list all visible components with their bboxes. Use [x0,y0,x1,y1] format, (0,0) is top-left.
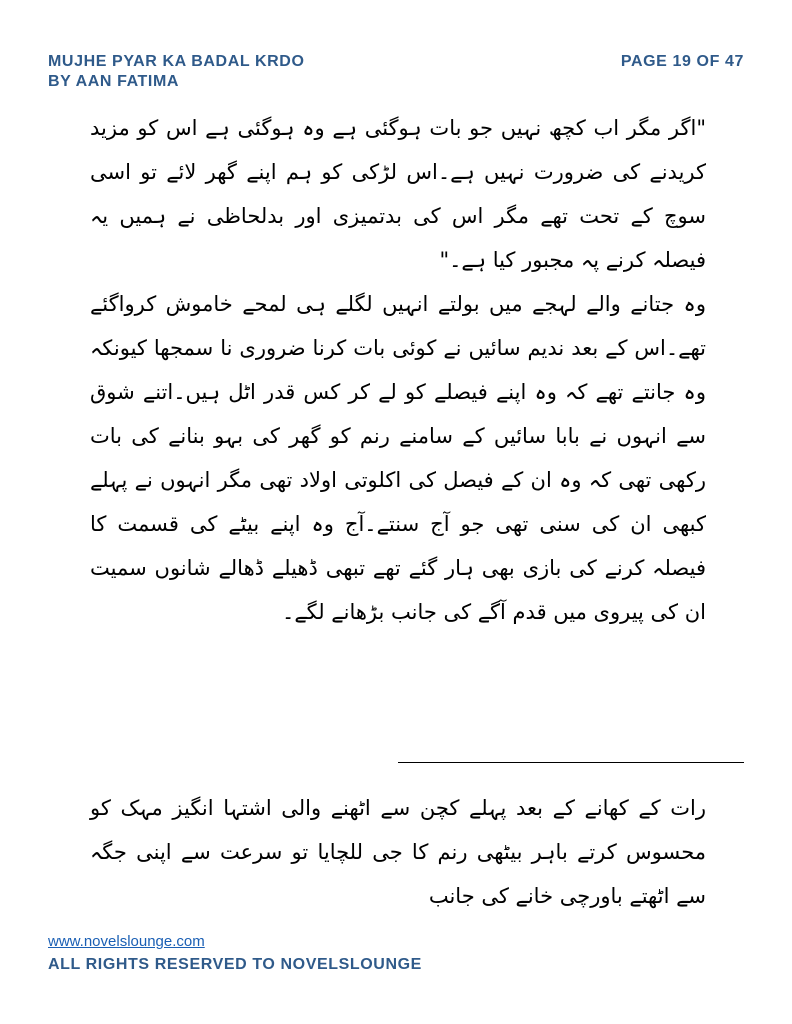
copyright-notice: ALL RIGHTS RESERVED TO NOVELSLOUNGE [48,956,422,973]
story-paragraph-narration: وہ جتانے والے لہجے میں بولتے انہیں لگلے ہی لمحے خاموش کرواگئے تھے۔اس کے بعد ندیم سائیں نے کوئی بات کرنا ضروری نا سمجھا کیونکہ وہ جانتے تھے کہ وہ اپنے فیصلے کو لے کر کس قدر اٹل ہیں۔اتنے شوق سے انہوں نے بابا سائیں کے سامنے رنم کو گھر کی بہو بنانے کی بات رکھی تھی کہ وہ ان کے فیصل کی اکلوتی اولاد تھی مگر انہوں نے پہلے کبھی ان کی سنی تھی جو آج سنتے۔آج وہ اپنے بیٹے کی قسمت کا فیصلہ کرنے کی بازی بھی ہار گئے تھے تبھی ڈھیلے ڈھالے شانوں سمیت ان کی پیروی میں قدم آگے کی جانب بڑھانے لگے۔ [90,292,706,624]
scene-divider [398,762,744,763]
document-header-left [48,52,305,92]
story-body-continued [90,786,706,918]
author-name: BY AAN FATIMA [48,73,180,90]
story-paragraph-next-scene: رات کے کھانے کے بعد پہلے کچن سے اٹھنے والی اشتہا انگیز مہک کو محسوس کرتے باہر بیٹھی رنم کا جی للچایا تو سرعت سے اپنی جگہ سے اٹھتے باورچی خانے کی جانب [90,796,706,908]
novel-title: MUJHE PYAR KA BADAL KRDO [48,53,305,70]
website-link[interactable]: www.novelslounge.com [48,933,205,950]
page-indicator: PAGE 19 OF 47 [620,53,744,70]
story-body [90,106,706,634]
story-paragraph-dialogue: "اگر مگر اب کچھ نہیں جو بات ہوگئی ہے وہ ہوگئی ہے اس کو مزید کریدنے کی ضرورت نہیں ہے۔اس لڑکی کو ہم اپنے گھر لائے تو اسی سوچ کے تحت تھے مگر اس کی بدتمیزی اور بدلحاظی نے ہمیں یہ فیصلہ کرنے پہ مجبور کیا ہے۔" [90,116,706,272]
